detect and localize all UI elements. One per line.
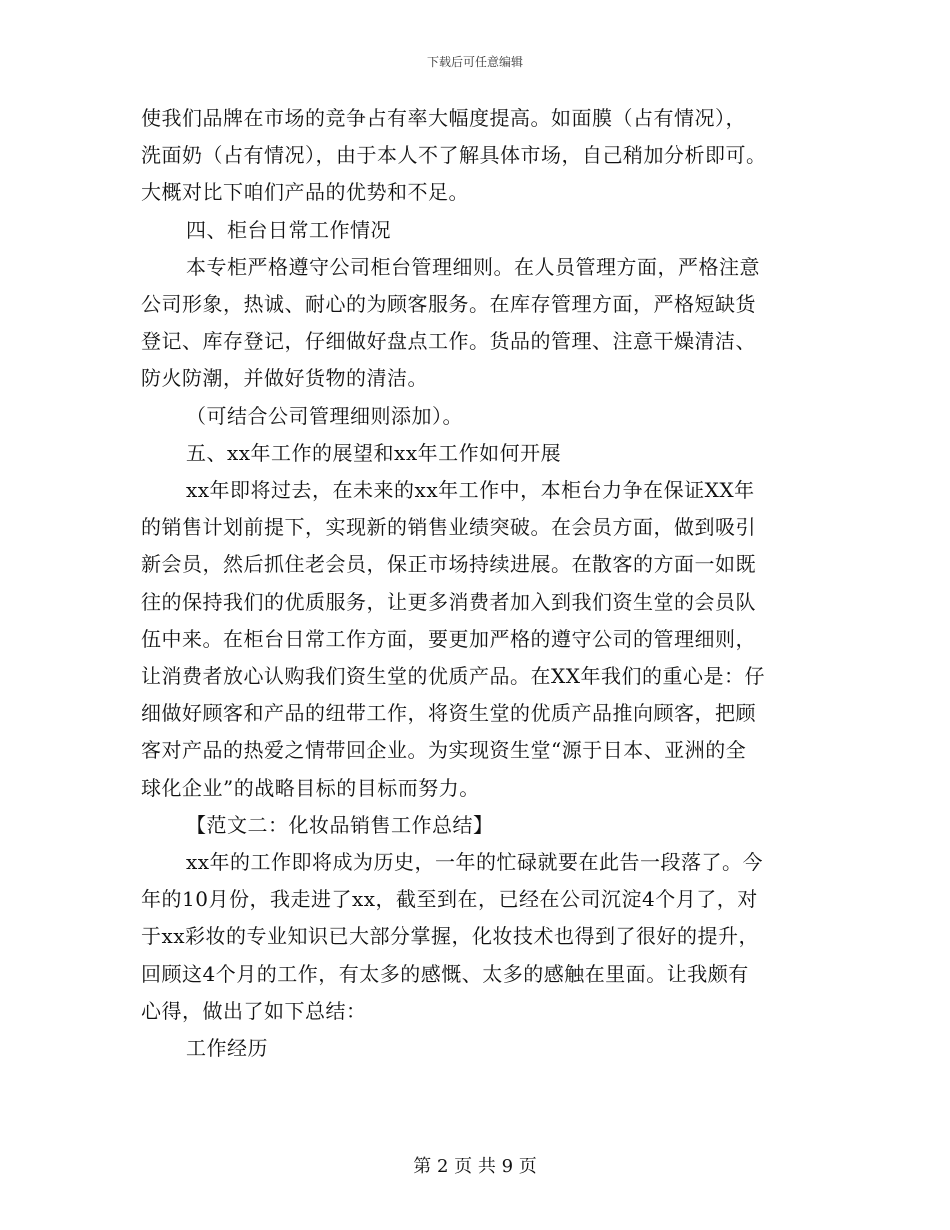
body-line: xx年的工作即将成为历史，一年的忙碌就要在此告一段落了。今 (186, 850, 764, 875)
body-line: 让消费者放心认购我们资生堂的优质产品。在XX年我们的重心是：仔 (141, 664, 765, 689)
body-line: 伍中来。在柜台日常工作方面，要更加严格的遵守公司的管理细则， (141, 626, 756, 651)
body-line: 公司形象，热诚、耐心的为顾客服务。在库存管理方面，严格短缺货 (141, 292, 756, 317)
body-line: 球化企业”的战略目标的目标而努力。 (141, 775, 480, 800)
body-line: 防火防潮，并做好货物的清洁。 (141, 366, 428, 391)
page-footer: 第 2 页 共 9 页 (413, 1156, 537, 1177)
body-line: 年的10月份，我走进了xx，截至到在，已经在公司沉淀4个月了，对 (141, 887, 758, 912)
section-heading: 五、xx年工作的展望和xx年工作如何开展 (186, 440, 562, 465)
body-line: 细做好顾客和产品的纽带工作，将资生堂的优质产品推向顾客，把顾 (141, 701, 756, 726)
section-heading: 【范文二：化妆品销售工作总结】 (186, 812, 494, 837)
body-line: 新会员，然后抓住老会员，保正市场持续进展。在散客的方面一如既 (141, 552, 756, 577)
body-line: （可结合公司管理细则添加）。 (186, 403, 463, 428)
body-line: 往的保持我们的优质服务，让更多消费者加入到我们资生堂的会员队 (141, 589, 756, 614)
section-heading: 工作经历 (186, 1036, 268, 1061)
document-body (141, 100, 811, 1067)
body-line: 于xx彩妆的专业知识已大部分掌握，化妆技术也得到了很好的提升， (141, 924, 760, 949)
body-line: 登记、库存登记，仔细做好盘点工作。货品的管理、注意干燥清洁、 (141, 329, 756, 354)
body-line: 洗面奶（占有情况），由于本人不了解具体市场，自己稍加分析即可。 (141, 143, 767, 168)
body-line: 本专柜严格遵守公司柜台管理细则。在人员管理方面，严格注意 (186, 254, 760, 279)
body-line: 大概对比下咱们产品的优势和不足。 (141, 180, 469, 205)
body-line: 回顾这4个月的工作，有太多的感慨、太多的感触在里面。让我颇有 (141, 961, 749, 986)
body-line: 使我们品牌在市场的竞争占有率大幅度提高。如面膜（占有情况）， (141, 106, 746, 130)
body-line: 的销售计划前提下，实现新的销售业绩突破。在会员方面，做到吸引 (141, 515, 756, 540)
page-header: 下载后可任意编辑 (426, 55, 523, 69)
body-line: 心得，做出了如下总结： (141, 998, 367, 1023)
body-line: 客对产品的热爱之情带回企业。为实现资生堂“源于日本、亚洲的全 (141, 738, 747, 763)
section-heading: 四、柜台日常工作情况 (186, 217, 391, 242)
body-line: xx年即将过去，在未来的xx年工作中，本柜台力争在保证XX年 (186, 478, 755, 503)
